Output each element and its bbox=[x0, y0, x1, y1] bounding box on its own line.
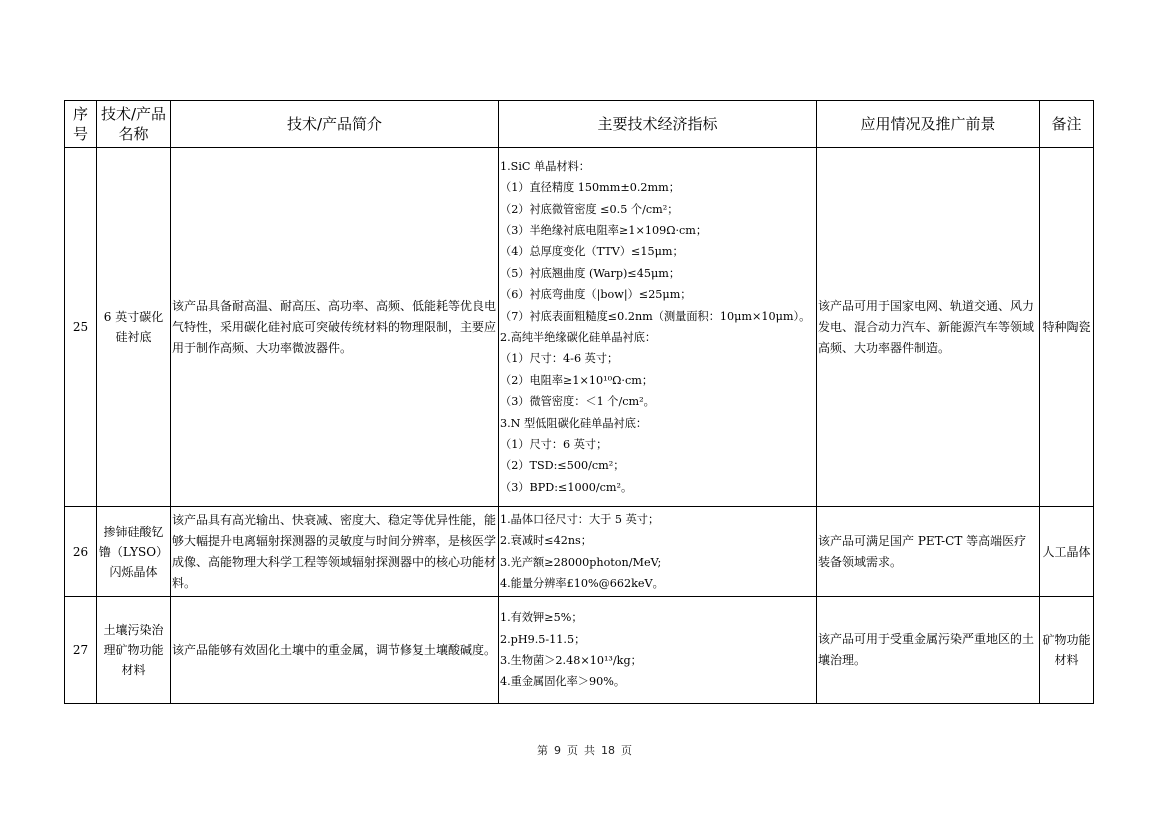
row-num: 26 bbox=[65, 507, 97, 597]
row-remark: 矿物功能材料 bbox=[1040, 597, 1094, 704]
row-specs bbox=[499, 148, 817, 507]
row-remark: 人工晶体 bbox=[1040, 507, 1094, 597]
spec-line: 3.N 型低阻碳化硅单晶衬底： bbox=[500, 416, 648, 430]
header-num: 序号 bbox=[65, 101, 97, 148]
spec-line: 4.能量分辨率£10%@662keV。 bbox=[500, 576, 664, 590]
current-page: 9 bbox=[554, 744, 561, 757]
row-remark: 特种陶瓷 bbox=[1040, 148, 1094, 507]
table-row bbox=[65, 507, 1094, 597]
spec-line: （2）电阻率≥1×10¹⁰Ω·cm； bbox=[500, 373, 654, 387]
spec-line: （2）衬底微管密度 ≤0.5 个/cm²； bbox=[500, 202, 679, 216]
header-name: 技术/产品名称 bbox=[97, 101, 171, 148]
spec-line: （5）衬底翘曲度 (Warp)≤45μm； bbox=[500, 266, 681, 280]
row-specs bbox=[499, 597, 817, 704]
spec-line: 1.SiC 单晶材料： bbox=[500, 159, 590, 173]
table-row bbox=[65, 148, 1094, 507]
footer-mid1: 页 bbox=[567, 744, 578, 757]
row-application: 该产品可用于国家电网、轨道交通、风力发电、混合动力汽车、新能源汽车等领域高频、大功率器件制造。 bbox=[817, 148, 1040, 507]
row-intro: 该产品具有高光输出、快衰减、密度大、稳定等优异性能，能够大幅提升电离辐射探测器的灵敏度与时间分辨率，是核医学成像、高能物理大科学工程等领域辐射探测器中的核心功能材料。 bbox=[171, 507, 499, 597]
table-row bbox=[65, 597, 1094, 704]
footer-suffix: 页 bbox=[621, 744, 632, 757]
spec-line: （2）TSD:≤500/cm²； bbox=[500, 459, 625, 473]
row-name: 土壤污染治理矿物功能材料 bbox=[97, 597, 171, 704]
spec-line: （3）微管密度：＜1 个/cm²。 bbox=[500, 395, 655, 409]
header-remark: 备注 bbox=[1040, 101, 1094, 148]
spec-line: （3）半绝缘衬底电阻率≥1×109Ω·cm； bbox=[500, 223, 708, 237]
row-intro: 该产品具备耐高温、耐高压、高功率、高频、低能耗等优良电气特性，采用碳化硅衬底可突破传统材料的物理限制，主要应用于制作高频、大功率微波器件。 bbox=[171, 148, 499, 507]
row-num: 27 bbox=[65, 597, 97, 704]
row-intro: 该产品能够有效固化土壤中的重金属，调节修复土壤酸碱度。 bbox=[171, 597, 499, 704]
spec-line: （1）尺寸：6 英寸； bbox=[500, 438, 608, 452]
spec-line: 2.衰减时≤42ns； bbox=[500, 534, 592, 548]
row-application: 该产品可用于受重金属污染严重地区的土壤治理。 bbox=[817, 597, 1040, 704]
header-intro: 技术/产品简介 bbox=[171, 101, 499, 148]
spec-line: 1.有效钾≥5%； bbox=[500, 611, 583, 625]
row-name: 6 英寸碳化硅衬底 bbox=[97, 148, 171, 507]
spec-line: 2.pH9.5-11.5； bbox=[500, 632, 586, 646]
header-application: 应用情况及推广前景 bbox=[817, 101, 1040, 148]
page-number-footer bbox=[0, 742, 1169, 758]
spec-line: 3.光产额≥28000photon/MeV; bbox=[500, 555, 662, 569]
product-table bbox=[64, 100, 1094, 704]
row-name: 掺铈硅酸钇镥（LYSO）闪烁晶体 bbox=[97, 507, 171, 597]
footer-prefix: 第 bbox=[537, 744, 548, 757]
spec-line: 3.生物菌＞2.48×10¹³/kg； bbox=[500, 654, 642, 667]
spec-line: （4）总厚度变化（TTV）≤15μm； bbox=[500, 245, 684, 259]
spec-line: （1）直径精度 150mm±0.2mm； bbox=[500, 181, 680, 195]
table-header-row bbox=[65, 101, 1094, 148]
total-pages: 18 bbox=[601, 744, 615, 757]
spec-line: 1.晶体口径尺寸：大于 5 英寸； bbox=[500, 512, 660, 526]
spec-line: 4.重金属固化率＞90%。 bbox=[500, 675, 626, 689]
header-specs: 主要技术经济指标 bbox=[499, 101, 817, 148]
spec-line: （7）衬底表面粗糙度≤0.2nm（测量面积：10μm×10μm）。 bbox=[500, 309, 811, 323]
row-specs bbox=[499, 507, 817, 597]
spec-line: （3）BPD:≤1000/cm²。 bbox=[500, 480, 633, 494]
spec-line: （1）尺寸：4-6 英寸； bbox=[500, 352, 619, 366]
row-num: 25 bbox=[65, 148, 97, 507]
footer-mid2: 共 bbox=[584, 744, 595, 757]
spec-line: （6）衬底弯曲度（|bow|）≤25μm； bbox=[500, 288, 692, 302]
spec-line: 2.高纯半绝缘碳化硅单晶衬底： bbox=[500, 331, 657, 344]
row-application: 该产品可满足国产 PET-CT 等高端医疗装备领域需求。 bbox=[817, 507, 1040, 597]
